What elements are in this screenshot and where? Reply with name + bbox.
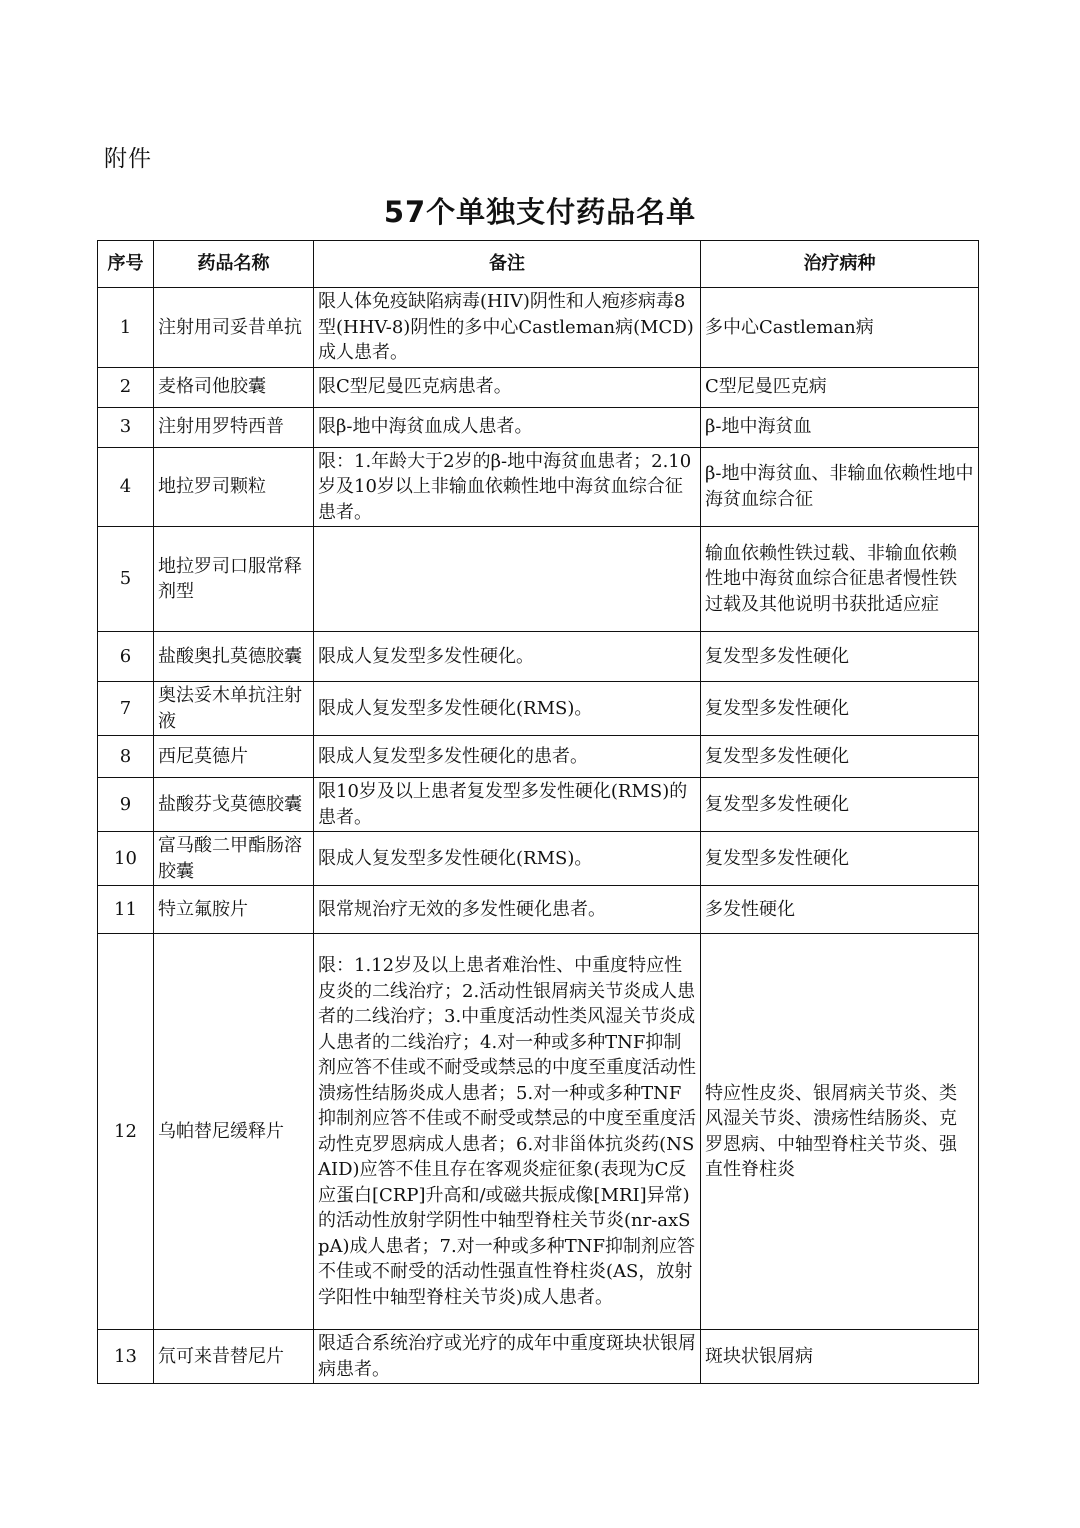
row-drug-name: 盐酸奥扎莫德胶囊 <box>154 632 314 682</box>
row-note <box>314 527 701 632</box>
row-drug-name: 奥法妥木单抗注射液 <box>154 682 314 736</box>
row-disease: 多发性硬化 <box>701 886 979 934</box>
table-row <box>98 527 979 632</box>
row-disease: C型尼曼匹克病 <box>701 367 979 407</box>
row-note: 限：1.年龄大于2岁的β-地中海贫血患者；2.10岁及10岁以上非输血依赖性地中海贫血综合征患者。 <box>314 447 701 527</box>
row-note: 限β-地中海贫血成人患者。 <box>314 407 701 447</box>
table-row <box>98 288 979 368</box>
row-drug-name: 麦格司他胶囊 <box>154 367 314 407</box>
document-title: 57个单独支付药品名单 <box>383 195 697 229</box>
table-row <box>98 407 979 447</box>
row-no: 12 <box>98 934 154 1330</box>
row-drug-name: 盐酸芬戈莫德胶囊 <box>154 778 314 832</box>
row-drug-name: 注射用罗特西普 <box>154 407 314 447</box>
table-row <box>98 934 979 1330</box>
table-header-row <box>98 241 979 288</box>
row-disease: 复发型多发性硬化 <box>701 736 979 778</box>
row-no: 5 <box>98 527 154 632</box>
row-drug-name: 注射用司妥昔单抗 <box>154 288 314 368</box>
header-disease: 治疗病种 <box>701 241 979 288</box>
row-no: 6 <box>98 632 154 682</box>
row-no: 3 <box>98 407 154 447</box>
row-disease: 复发型多发性硬化 <box>701 778 979 832</box>
row-note: 限成人复发型多发性硬化(RMS)。 <box>314 832 701 886</box>
table-row <box>98 682 979 736</box>
header-no: 序号 <box>98 241 154 288</box>
row-note: 限成人复发型多发性硬化(RMS)。 <box>314 682 701 736</box>
row-note: 限成人复发型多发性硬化。 <box>314 632 701 682</box>
row-disease: 复发型多发性硬化 <box>701 682 979 736</box>
row-no: 8 <box>98 736 154 778</box>
row-note: 限适合系统治疗或光疗的成年中重度斑块状银屑病患者。 <box>314 1330 701 1384</box>
row-note: 限10岁及以上患者复发型多发性硬化(RMS)的患者。 <box>314 778 701 832</box>
drug-list-table <box>97 240 979 1384</box>
row-disease: 复发型多发性硬化 <box>701 832 979 886</box>
row-disease: 特应性皮炎、银屑病关节炎、类风湿关节炎、溃疡性结肠炎、克罗恩病、中轴型脊柱关节炎、强直性脊柱炎 <box>701 934 979 1330</box>
row-drug-name: 乌帕替尼缓释片 <box>154 934 314 1330</box>
table-row <box>98 1330 979 1384</box>
table-row <box>98 832 979 886</box>
table-row <box>98 778 979 832</box>
table-row <box>98 632 979 682</box>
row-drug-name: 特立氟胺片 <box>154 886 314 934</box>
row-note: 限C型尼曼匹克病患者。 <box>314 367 701 407</box>
row-note: 限常规治疗无效的多发性硬化患者。 <box>314 886 701 934</box>
row-no: 9 <box>98 778 154 832</box>
row-drug-name: 西尼莫德片 <box>154 736 314 778</box>
row-drug-name: 地拉罗司颗粒 <box>154 447 314 527</box>
row-disease: 多中心Castleman病 <box>701 288 979 368</box>
table-row <box>98 736 979 778</box>
table-row <box>98 367 979 407</box>
table-row <box>98 886 979 934</box>
row-disease: 输血依赖性铁过载、非输血依赖性地中海贫血综合征患者慢性铁过载及其他说明书获批适应症 <box>701 527 979 632</box>
row-disease: 复发型多发性硬化 <box>701 632 979 682</box>
row-no: 7 <box>98 682 154 736</box>
row-no: 13 <box>98 1330 154 1384</box>
row-disease: 斑块状银屑病 <box>701 1330 979 1384</box>
row-drug-name: 地拉罗司口服常释剂型 <box>154 527 314 632</box>
row-disease: β-地中海贫血 <box>701 407 979 447</box>
row-note: 限人体免疫缺陷病毒(HIV)阴性和人疱疹病毒8型(HHV-8)阴性的多中心Castleman病(MCD)成人患者。 <box>314 288 701 368</box>
row-no: 10 <box>98 832 154 886</box>
row-no: 11 <box>98 886 154 934</box>
header-drug-name: 药品名称 <box>154 241 314 288</box>
row-no: 1 <box>98 288 154 368</box>
row-note: 限：1.12岁及以上患者难治性、中重度特应性皮炎的二线治疗；2.活动性银屑病关节炎成人患者的二线治疗；3.中重度活动性类风湿关节炎成人患者的二线治疗；4.对一种或多种TNF抑制剂应答不佳或不耐受或禁忌的中度至重度活动性溃疡性结肠炎成人患者；5.对一种或多种TNF抑制剂应答不佳或不耐受或禁忌的中度至重度活动性克罗恩病成人患者；6.对非甾体抗炎药(NSAID)应答不佳且存在客观炎症征象(表现为C反应蛋白[CRP]升高和/或磁共振成像[MRI]异常)的活动性放射学阴性中轴型脊柱关节炎(nr-axSpA)成人患者；7.对一种或多种TNF抑制剂应答不佳或不耐受的活动性强直性脊柱炎(AS，放射学阳性中轴型脊柱关节炎)成人患者。 <box>314 934 701 1330</box>
row-drug-name: 氘可来昔替尼片 <box>154 1330 314 1384</box>
row-disease: β-地中海贫血、非输血依赖性地中海贫血综合征 <box>701 447 979 527</box>
row-no: 4 <box>98 447 154 527</box>
row-note: 限成人复发型多发性硬化的患者。 <box>314 736 701 778</box>
table-row <box>98 447 979 527</box>
row-no: 2 <box>98 367 154 407</box>
header-note: 备注 <box>314 241 701 288</box>
attachment-label: 附件 <box>104 146 152 172</box>
row-drug-name: 富马酸二甲酯肠溶胶囊 <box>154 832 314 886</box>
